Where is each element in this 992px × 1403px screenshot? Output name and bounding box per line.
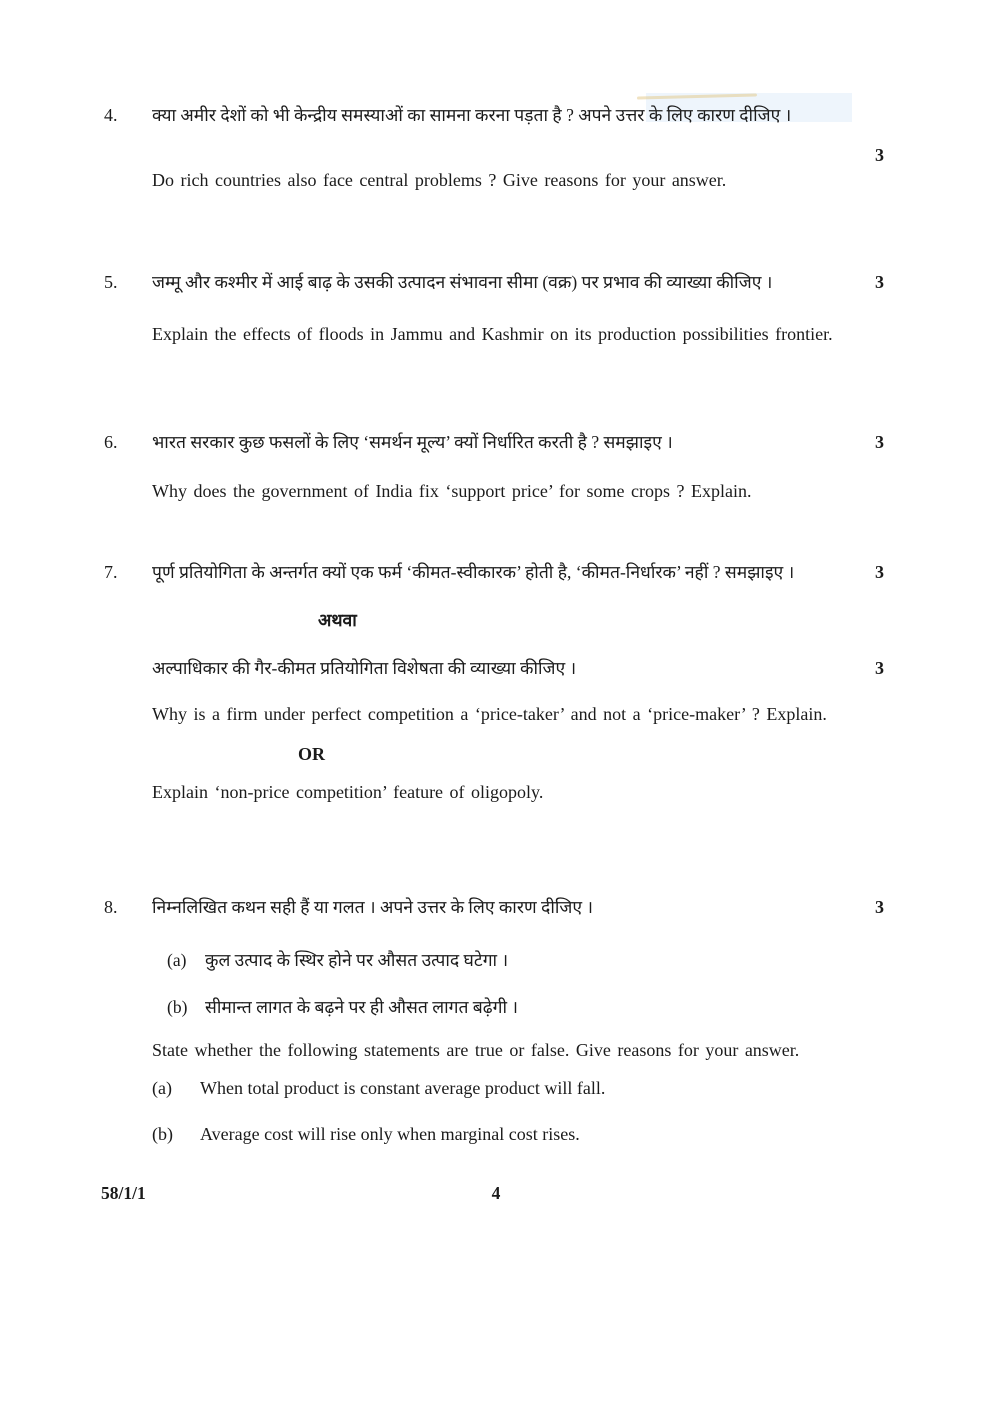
sub-item-text: कुल उत्पाद के स्थिर होने पर औसत उत्पाद घटेगा । [205,950,509,970]
sub-item-text: Average cost will rise only when marginal cost rises. [200,1124,580,1144]
question-4-english-text: Do rich countries also face central problems ? Give reasons for your answer. [152,170,727,190]
question-8-number: 8. [104,897,118,917]
question-8-english-item-a [152,1069,846,1107]
question-7-hindi-alt-text: अल्पाधिकार की गैर-कीमत प्रतियोगिता विशेषता की व्याख्या कीजिए । [152,658,577,678]
question-7-english-alt-text: Explain ‘non-price competition’ feature of oligopoly. [152,782,544,802]
sub-item-label: (b) [152,1124,173,1144]
question-7-marks-main: 3 [875,562,884,582]
sub-item-text: सीमान्त लागत के बढ़ने पर ही औसत लागत बढ़ेगी । [205,997,519,1017]
question-8-hindi-intro-text: निम्नलिखित कथन सही हैं या गलत । अपने उत्तर के लिए कारण दीजिए । [152,897,594,917]
question-8 [0,887,992,1153]
sub-item-label: (a) [152,1078,172,1098]
question-6-english-text: Why does the government of India fix ‘support price’ for some crops ? Explain. [152,481,752,501]
question-7-hindi-main-text: पूर्ण प्रतियोगिता के अन्तर्गत क्यों एक फर्म ‘कीमत-स्वीकारक’ होती है, ‘कीमत-निर्धारक’ नहीं ? समझाइए । [152,562,795,582]
question-7-number: 7. [104,562,118,582]
question-6 [0,422,992,510]
question-5-hindi-text: जम्मू और कश्मीर में आई बाढ़ के उसकी उत्पादन संभावना सीमा (वक्र) पर प्रभाव की व्याख्या कीजिए । [152,272,773,292]
question-8-hindi-item-b [152,987,846,1027]
question-5-marks: 3 [875,272,884,292]
question-4-marks: 3 [875,145,884,165]
question-6-marks: 3 [875,432,884,452]
sub-item-label: (b) [167,997,188,1017]
question-5-number: 5. [104,272,118,292]
question-7-english-main-text: Why is a firm under perfect competition a ‘price-taker’ and not a ‘price-maker’ ? Explain. [152,704,827,724]
footer-page-number: 4 [491,1183,501,1203]
question-8-hindi-item-a [152,940,846,980]
sub-item-label: (a) [167,950,187,970]
question-7 [0,552,992,811]
question-7-marks-alt: 3 [875,658,884,678]
question-8-marks: 3 [875,897,884,917]
question-4 [0,95,992,199]
footer-paper-code: 58/1/1 [101,1183,146,1203]
question-4-hindi-text: क्या अमीर देशों को भी केन्द्रीय समस्याओं का सामना करना पड़ता है ? अपने उत्तर के लिए कारण दीजिए । [152,105,792,125]
question-6-hindi-text: भारत सरकार कुछ फसलों के लिए ‘समर्थन मूल्य’ क्यों निर्धारित करती है ? समझाइए । [152,432,673,452]
question-8-english-intro-text: State whether the following statements are true or false. Give reasons for your answer. [152,1040,800,1060]
question-6-number: 6. [104,432,118,452]
or-separator-hindi: अथवा [318,610,357,630]
question-5-english-text: Explain the effects of floods in Jammu and Kashmir on its production possibilities frontier. [152,324,833,344]
question-4-number: 4. [104,105,118,125]
or-separator-english: OR [298,744,325,764]
question-8-english-item-b [152,1115,846,1153]
question-5 [0,262,992,353]
sub-item-text: When total product is constant average product will fall. [200,1078,606,1098]
